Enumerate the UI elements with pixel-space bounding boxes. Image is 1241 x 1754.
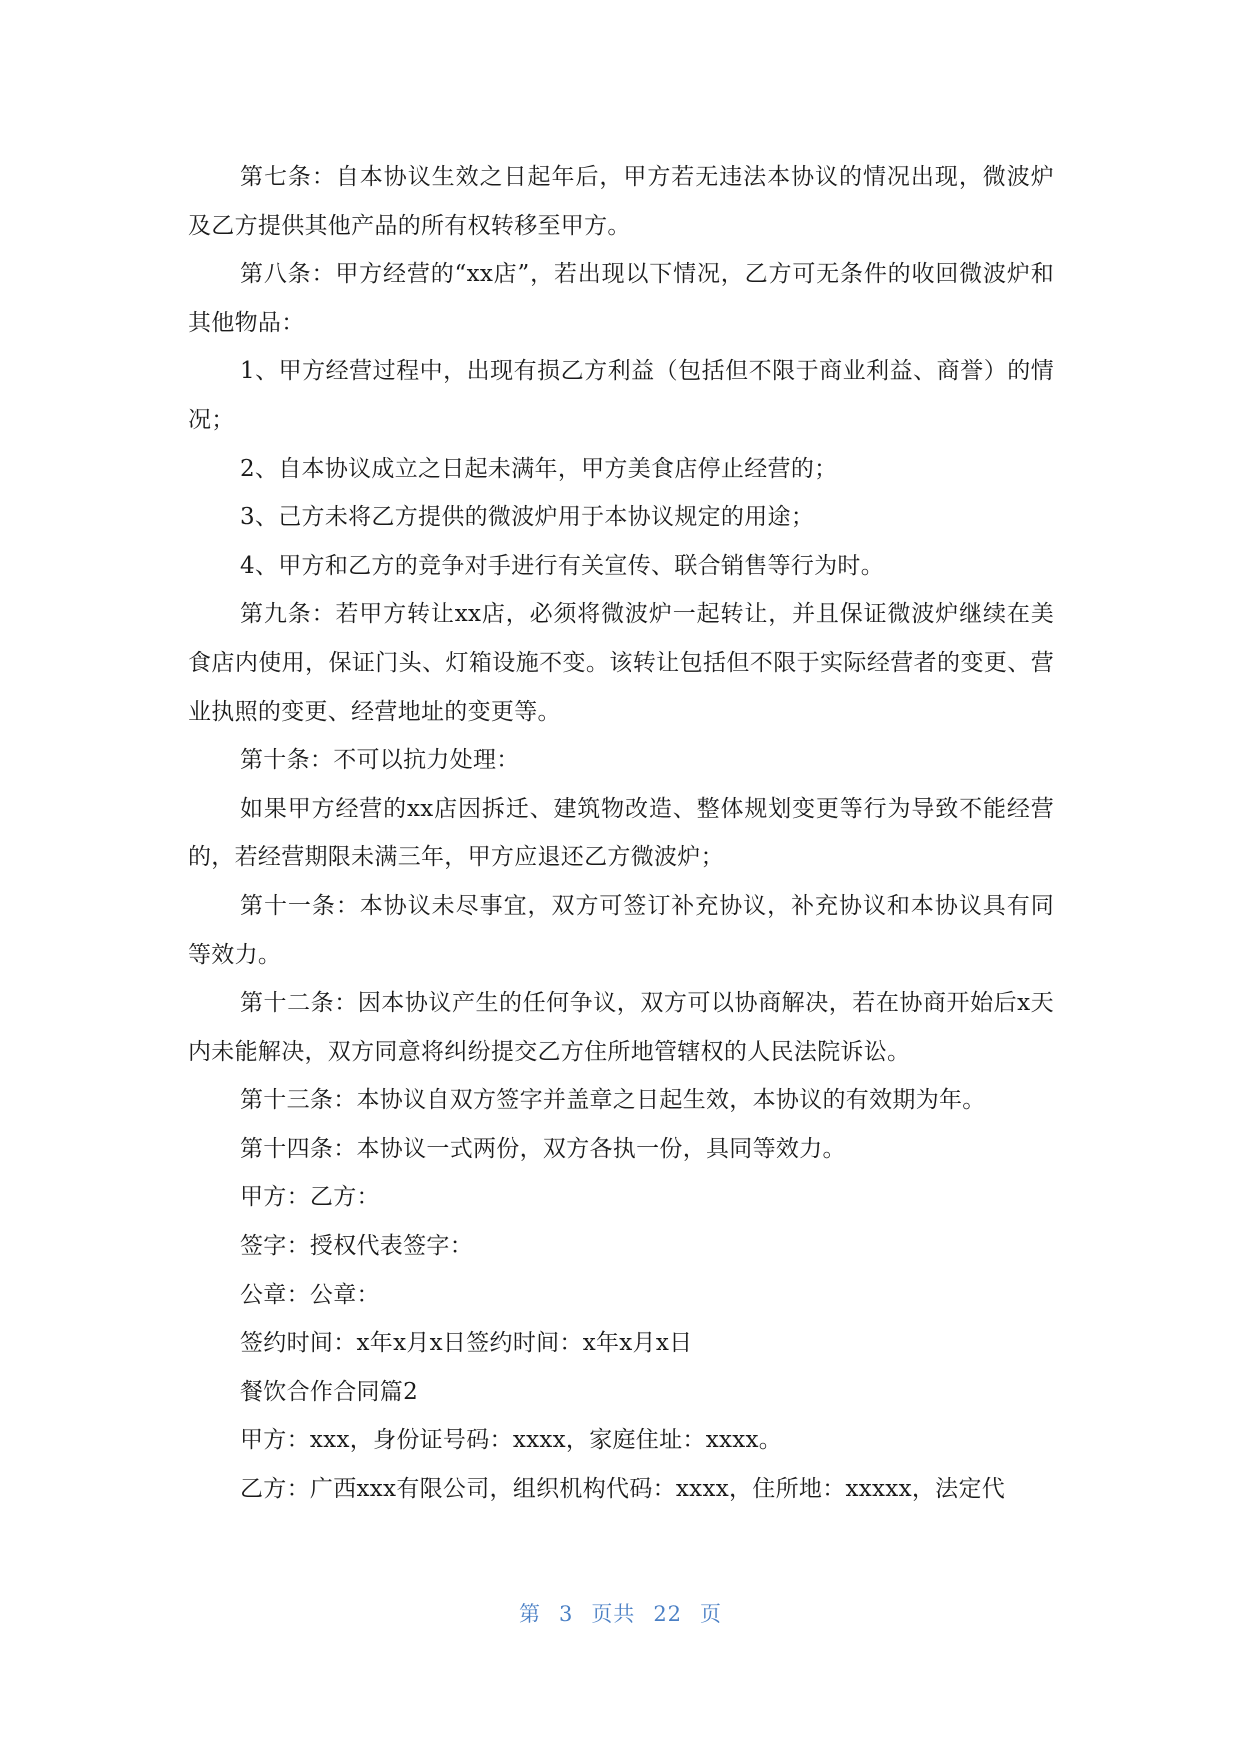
- party-a-info: 甲方：xxx，身份证号码：xxxx，家庭住址：xxxx。: [240, 1427, 783, 1454]
- article-9: 第九条：若甲方转让xx店，必须将微波炉一起转让，并且保证微波炉继续在美食店内使用，保证门头、灯箱设施不变。该转让包括但不限于实际经营者的变更、营业执照的变更、经营地址的变更等。: [188, 601, 1054, 725]
- footer-middle: 页共: [591, 1602, 636, 1626]
- article-8: 第八条：甲方经营的“xx店”，若出现以下情况，乙方可无条件的收回微波炉和其他物品：: [188, 261, 1054, 336]
- article-7: 第七条：自本协议生效之日起年后，甲方若无违法本协议的情况出现，微波炉及乙方提供其他产品的所有权转移至甲方。: [188, 164, 1054, 239]
- page-footer: [0, 1598, 1241, 1628]
- article-11: 第十一条：本协议未尽事宜，双方可签订补充协议，补充协议和本协议具有同等效力。: [188, 892, 1054, 968]
- document-body: [188, 153, 1054, 1514]
- article-12: 第十二条：因本协议产生的任何争议，双方可以协商解决，若在协商开始后x天内未能解决，双方同意将纠纷提交乙方住所地管辖权的人民法院诉讼。: [188, 990, 1054, 1065]
- signing-date-line: 签约时间：x年x月x日签约时间：x年x月x日: [240, 1330, 693, 1357]
- article-8-item-4: 4、甲方和乙方的竞争对手进行有关宣传、联合销售等行为时。: [240, 552, 885, 579]
- article-8-item-3: 3、己方未将乙方提供的微波炉用于本协议规定的用途；: [240, 504, 815, 531]
- party-b-info: 乙方：广西xxx有限公司，组织机构代码：xxxx，住所地：xxxxx，法定代: [240, 1476, 1006, 1503]
- footer-suffix: 页: [700, 1602, 723, 1626]
- seal-line: 公章：公章：: [240, 1281, 380, 1308]
- footer-total-pages: 22: [653, 1602, 683, 1626]
- article-14: 第十四条：本协议一式两份，双方各执一份，具同等效力。: [240, 1135, 846, 1162]
- footer-current-page: 3: [558, 1602, 574, 1626]
- article-8-item-1: 1、甲方经营过程中，出现有损乙方利益（包括但不限于商业利益、商誉）的情况；: [188, 358, 1054, 433]
- article-10: 第十条：不可以抗力处理：: [240, 747, 520, 774]
- party-line: 甲方：乙方：: [240, 1184, 380, 1211]
- article-10-detail: 如果甲方经营的xx店因拆迁、建筑物改造、整体规划变更等行为导致不能经营的，若经营期限未满三年，甲方应退还乙方微波炉；: [188, 795, 1054, 871]
- signature-line: 签字：授权代表签字：: [240, 1233, 473, 1260]
- article-8-item-2: 2、自本协议成立之日起未满年，甲方美食店停止经营的；: [240, 455, 838, 482]
- section-heading: 餐饮合作合同篇2: [240, 1378, 419, 1405]
- article-13: 第十三条：本协议自双方签字并盖章之日起生效，本协议的有效期为年。: [240, 1087, 986, 1114]
- footer-prefix: 第: [518, 1602, 541, 1626]
